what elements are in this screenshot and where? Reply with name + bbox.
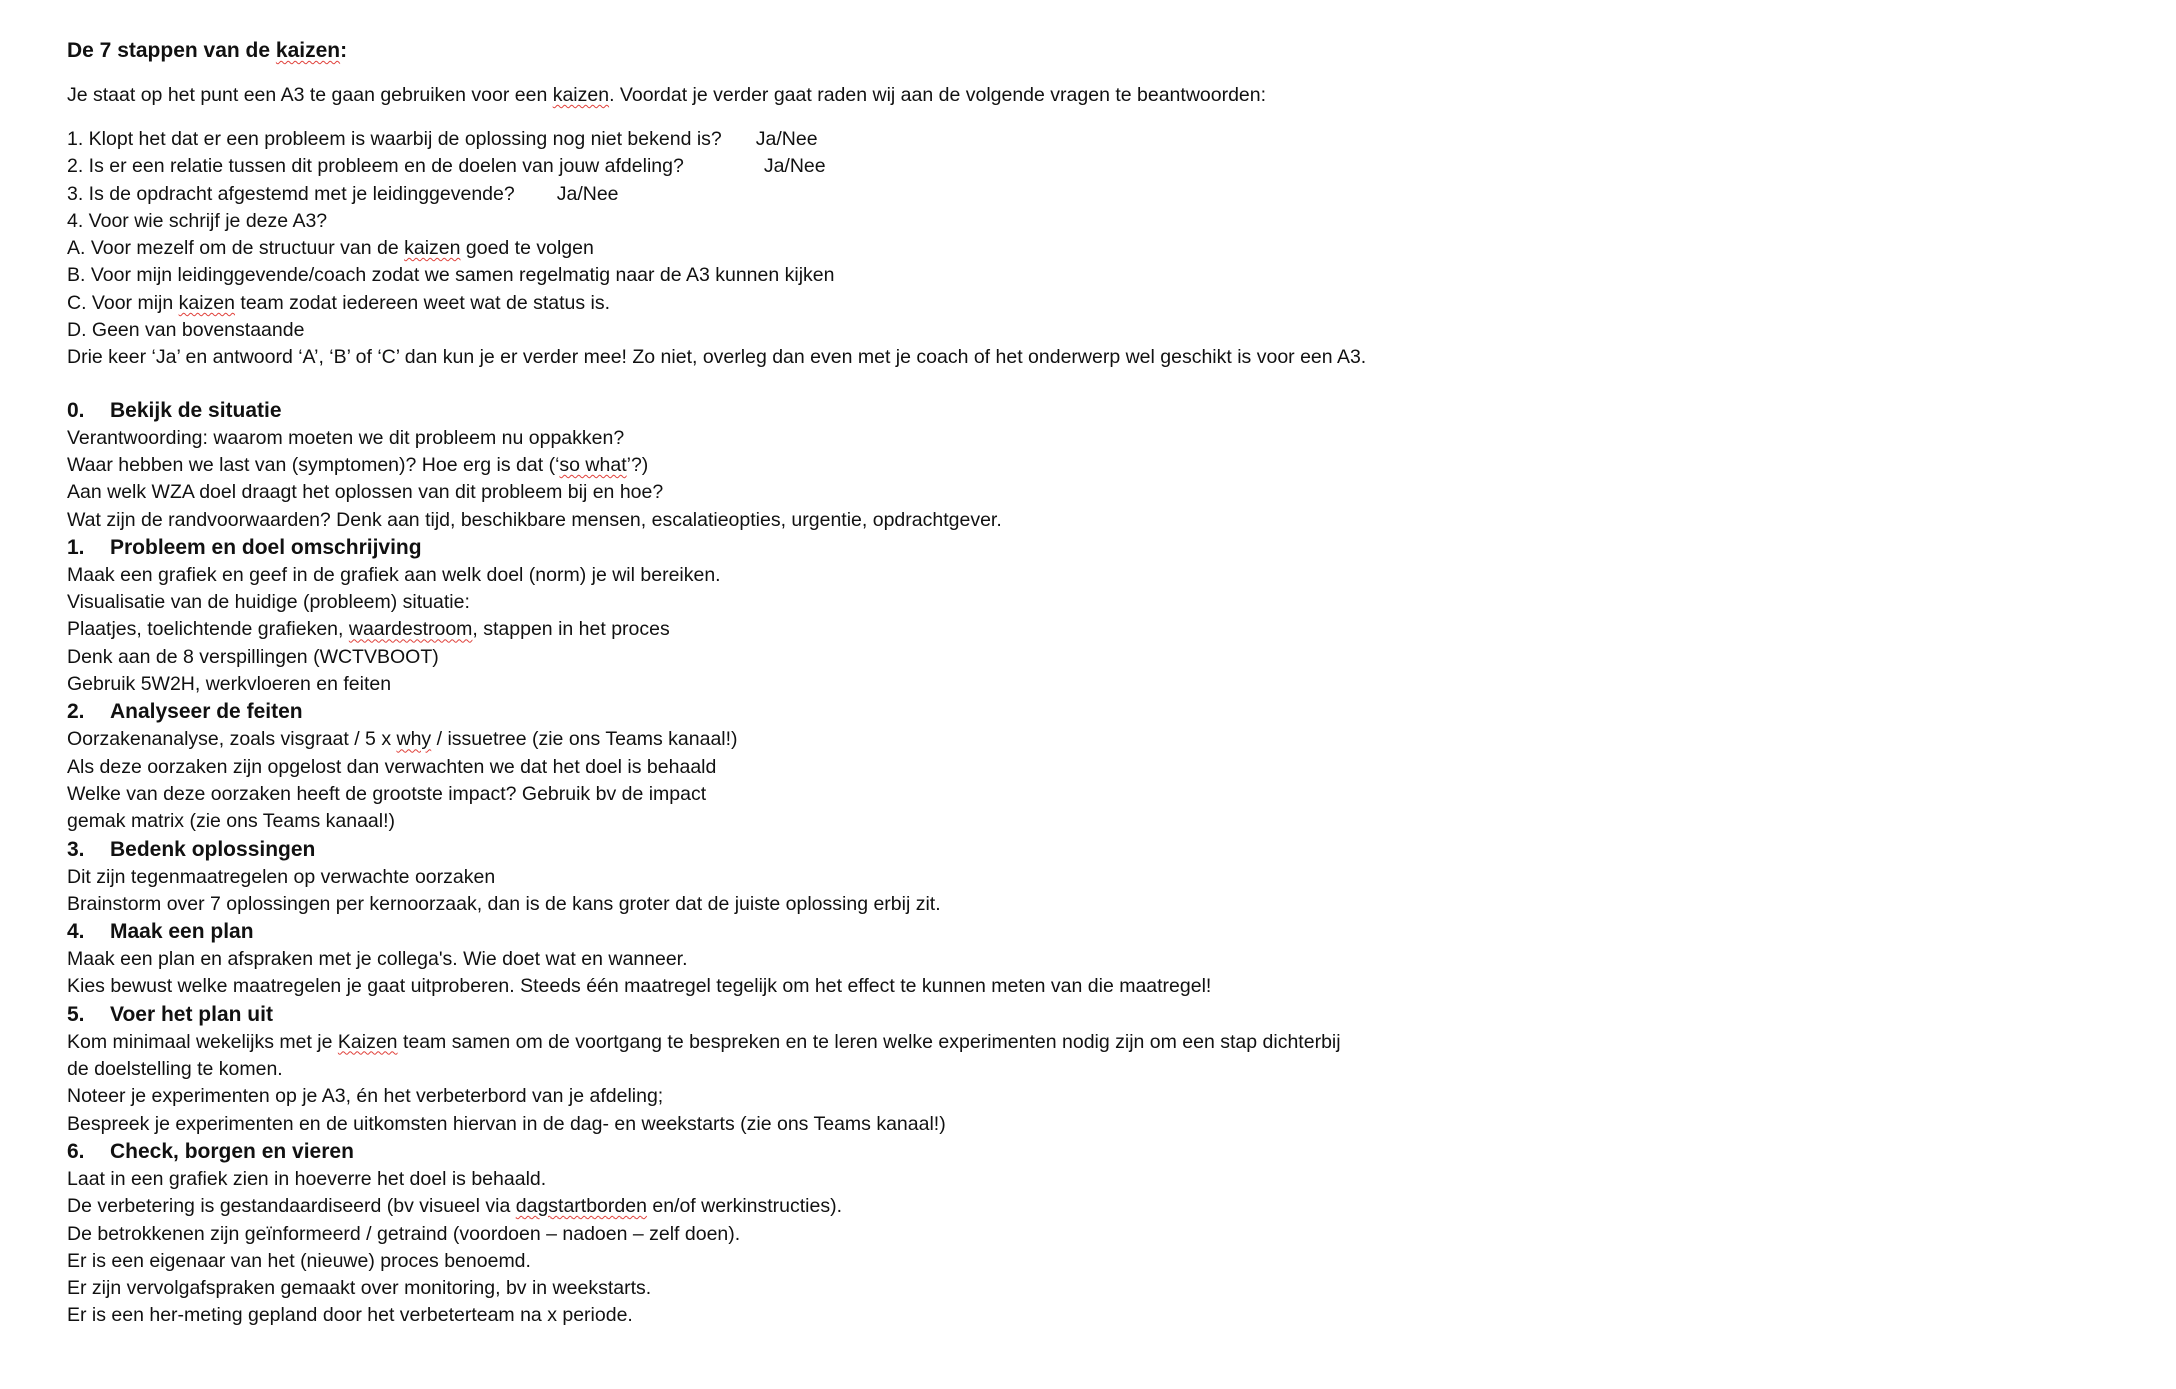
step-3 (67, 836, 2127, 919)
step-2 (67, 698, 2127, 835)
section-heading (67, 397, 2127, 425)
section-line: gemak matrix (zie ons Teams kanaal!) (67, 810, 396, 833)
section-title: Maak een plan (110, 920, 254, 944)
question-3 (67, 181, 2127, 208)
question-4: 4. Voor wie schrijf je deze A3? (67, 209, 328, 232)
section-line: Noteer je experimenten op je A3, én het verbeterbord van je afdeling; (67, 1085, 664, 1108)
section-title: Probleem en doel omschrijving (110, 535, 422, 559)
section-heading (67, 918, 2127, 946)
section-line: Verantwoording: waarom moeten we dit probleem nu oppakken? (67, 426, 625, 449)
section-title: Check, borgen en vieren (110, 1139, 354, 1163)
section-line: Wat zijn de randvoorwaarden? Denk aan tijd, beschikbare mensen, escalatieopties, urgentie, opdrachtgever. (67, 508, 1002, 531)
question-2 (67, 153, 2127, 180)
section-title: Voer het plan uit (110, 1002, 273, 1026)
section-line: De verbetering is gestandaardiseerd (bv visueel via dagstartborden en/of werkinstructies). (67, 1195, 843, 1218)
section-line: Denk aan de 8 verspillingen (WCTVBOOT) (67, 645, 439, 668)
section-number: 5. (67, 1002, 85, 1026)
section-line: Maak een grafiek en geef in de grafiek aan welk doel (norm) je wil bereiken. (67, 563, 721, 586)
step-1 (67, 534, 2127, 698)
section-number: 3. (67, 837, 85, 861)
conclusion-text: Drie keer ‘Ja’ en antwoord ‘A’, ‘B’ of ‘C’ dan kun je er verder mee! Zo niet, overleg dan even met je coach of het onderwerp wel geschikt is voor een A3. (67, 346, 1367, 369)
option-d: D. Geen van bovenstaande (67, 319, 305, 342)
section-line: Laat in een grafiek zien in hoeverre het doel is behaald. (67, 1167, 547, 1190)
section-line: Welke van deze oorzaken heeft de grootste impact? Gebruik bv de impact (67, 782, 707, 805)
section-line: Er is een her-meting gepland door het verbeterteam na x periode. (67, 1304, 633, 1327)
step-6 (67, 1138, 2127, 1330)
section-number: 0. (67, 398, 85, 422)
section-number: 6. (67, 1139, 85, 1163)
section-number: 1. (67, 535, 85, 559)
option-c: C. Voor mijn kaizen team zodat iedereen weet wat de status is. (67, 291, 611, 314)
section-line: Dit zijn tegenmaatregelen op verwachte oorzaken (67, 865, 496, 888)
section-heading (67, 698, 2127, 726)
section-number: 2. (67, 700, 85, 724)
section-heading (67, 1001, 2127, 1029)
section-line: De betrokkenen zijn geïnformeerd / getraind (voordoen – nadoen – zelf doen). (67, 1222, 741, 1245)
document-page (67, 34, 2127, 1330)
section-title: Analyseer de feiten (110, 700, 303, 724)
section-line: Aan welk WZA doel draagt het oplossen van dit probleem bij en hoe? (67, 481, 664, 504)
section-number: 4. (67, 920, 85, 944)
question-answer: Ja/Nee (755, 128, 818, 150)
question-text: 3. Is de opdracht afgestemd met je leidinggevende? (67, 182, 515, 205)
intro-text: Je staat op het punt een A3 te gaan gebruiken voor een kaizen. Voordat je verder gaat raden wij aan de volgende vragen te beantwoorden: (67, 84, 1267, 106)
section-line: Als deze oorzaken zijn opgelost dan verwachten we dat het doel is behaald (67, 755, 717, 778)
section-line: Er zijn vervolgafspraken gemaakt over monitoring, bv in weekstarts. (67, 1277, 652, 1300)
question-1 (67, 126, 2127, 153)
question-answer: Ja/Nee (556, 182, 619, 205)
section-line: Visualisatie van de huidige (probleem) situatie: (67, 591, 470, 614)
section-heading (67, 534, 2127, 562)
section-line: Gebruik 5W2H, werkvloeren en feiten (67, 673, 392, 696)
document-title: De 7 stappen van de kaizen: (67, 39, 348, 62)
section-line: Kom minimaal wekelijks met je Kaizen team samen om de voortgang te bespreken en te leren welke experimenten nodig zijn om een stap dichterbij (67, 1030, 1341, 1053)
step-5 (67, 1001, 2127, 1138)
section-line: Maak een plan en afspraken met je collega's. Wie doet wat en wanneer. (67, 948, 688, 971)
section-line: Er is een eigenaar van het (nieuwe) proces benoemd. (67, 1249, 531, 1272)
section-line: de doelstelling te komen. (67, 1058, 283, 1081)
section-line: Oorzakenanalyse, zoals visgraat / 5 x why / issuetree (zie ons Teams kanaal!) (67, 728, 738, 751)
step-0 (67, 397, 2127, 534)
spacer (67, 372, 2127, 397)
step-4 (67, 918, 2127, 1001)
option-a: A. Voor mezelf om de structuur van de kaizen goed te volgen (67, 237, 594, 260)
question-answer: Ja/Nee (763, 155, 826, 178)
question-text: 1. Klopt het dat er een probleem is waarbij de oplossing nog niet bekend is? (67, 128, 722, 150)
section-line: Plaatjes, toelichtende grafieken, waardestroom, stappen in het proces (67, 618, 670, 641)
section-title: Bedenk oplossingen (110, 837, 316, 861)
question-text: 2. Is er een relatie tussen dit probleem en de doelen van jouw afdeling? (67, 155, 684, 178)
section-line: Waar hebben we last van (symptomen)? Hoe erg is dat (‘so what’?) (67, 453, 649, 476)
section-line: Bespreek je experimenten en de uitkomsten hiervan in de dag- en weekstarts (zie ons Teams kanaal!) (67, 1112, 946, 1135)
section-line: Brainstorm over 7 oplossingen per kernoorzaak, dan is de kans groter dat de juiste oplossing erbij zit. (67, 892, 941, 915)
section-heading (67, 1138, 2127, 1166)
section-line: Kies bewust welke maatregelen je gaat uitproberen. Steeds één maatregel tegelijk om het effect te kunnen meten van die maatregel! (67, 975, 1212, 998)
question-list (67, 126, 2127, 372)
option-b: B. Voor mijn leidinggevende/coach zodat we samen regelmatig naar de A3 kunnen kijken (67, 264, 835, 287)
section-title: Bekijk de situatie (110, 398, 282, 422)
section-heading (67, 836, 2127, 864)
